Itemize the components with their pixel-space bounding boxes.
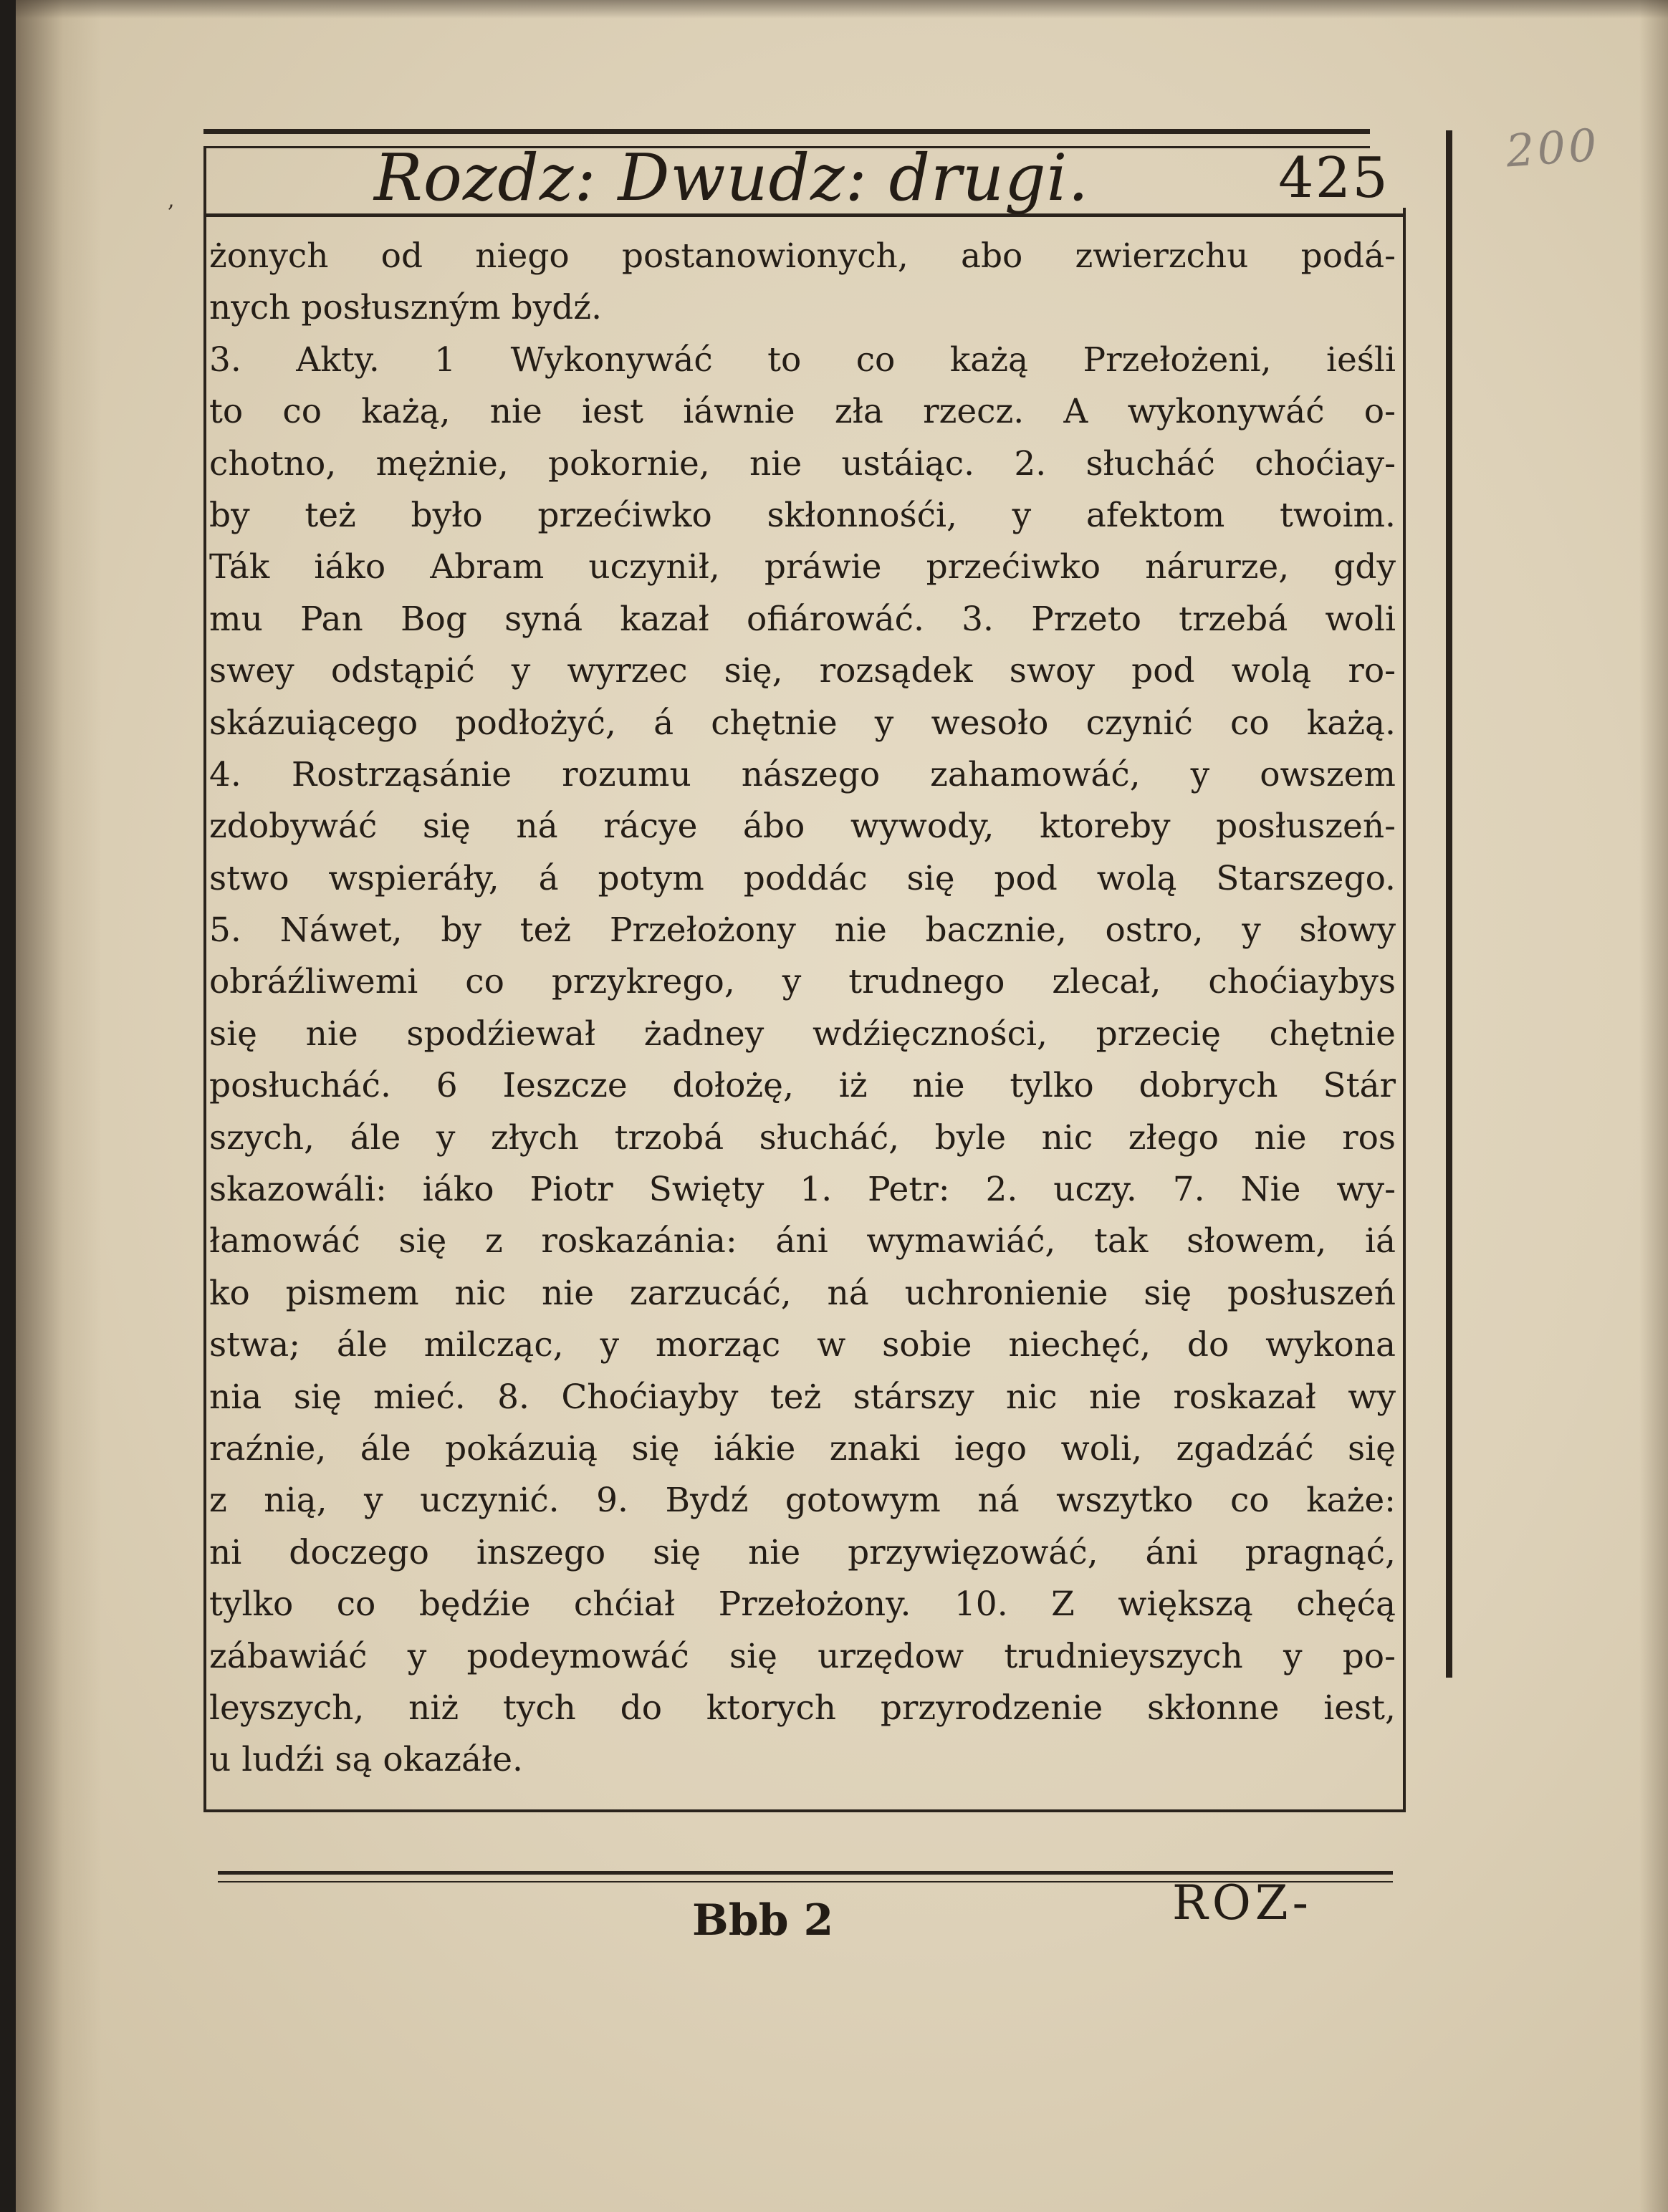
text-line: stwo wspieráły, á potym poddác się pod wolą Starszego. xyxy=(209,858,1396,898)
text-line: nych posłuszným bydź. xyxy=(209,288,603,328)
text-line: zdobywáć się ná rácye ábo wywody, ktoreby posłuszeń- xyxy=(209,807,1396,847)
text-line: się nie spodźiewał żadney wdźięczności, przecię chętnie xyxy=(209,1014,1396,1054)
text-line: nia się mieć. 8. Choćiayby też stárszy nic nie roskazał wy xyxy=(209,1377,1396,1417)
text-line: ni doczego inszego się nie przywięzowáć, áni pragnąć, xyxy=(209,1532,1396,1572)
text-line: Ták iáko Abram uczynił, práwie przećiwko nárurze, gdy xyxy=(209,547,1396,587)
page-top-shading xyxy=(16,0,1668,19)
text-line: skazowáli: iáko Piotr Swięty 1. Petr: 2. uczy. 7. Nie wy- xyxy=(209,1170,1396,1210)
signature-mark: Bbb 2 xyxy=(692,1895,834,1946)
pencil-folio-note: 200 xyxy=(1504,118,1601,178)
frame-top-rule xyxy=(203,129,1370,134)
text-line: chotno, mężnie, pokornie, nie ustáiąc. 2. słucháć choćiay- xyxy=(209,443,1396,484)
text-line: skázuiącego podłożyć, á chętnie y wesoło czynić co każą. xyxy=(209,703,1396,743)
text-line: żonych od niego postanowionych, abo zwierzchu podá- xyxy=(209,236,1396,276)
text-line: łamowáć się z roskazánia: áni wymawiáć, tak słowem, iá xyxy=(209,1221,1396,1261)
text-line: u ludźi są okazáłe. xyxy=(209,1740,523,1780)
body-text xyxy=(209,231,1406,1787)
book-page xyxy=(16,0,1668,2212)
text-line: z nią, y uczynić. 9. Bydź gotowym ná wszytko co każe: xyxy=(209,1481,1396,1521)
page-number: 425 xyxy=(1278,146,1389,211)
frame-right-outer-rule xyxy=(1446,130,1452,1678)
text-line: ko pismem nic nie zarzucáć, ná uchronienie się posłuszeń xyxy=(209,1273,1396,1313)
page-edge-shading xyxy=(1639,0,1668,2212)
gutter-shadow xyxy=(16,0,102,2212)
text-line: leyszych, niż tych do ktorych przyrodzenie skłonne iest, xyxy=(209,1688,1396,1728)
text-line: obráźliwemi co przykrego, y trudnego zlecał, choćiaybys xyxy=(209,962,1396,1002)
text-line: posłucháć. 6 Ieszcze dołożę, iż nie tylko dobrych Stár xyxy=(209,1066,1396,1106)
text-line: zábawiáć y podeymowáć się urzędow trudnieyszych y po- xyxy=(209,1636,1396,1676)
text-line: raźnie, ále pokázuią się iákie znaki iego woli, zgadzáć się xyxy=(209,1428,1396,1468)
text-line: 4. Rostrząsánie rozumu nászego zahamowáć, y owszem xyxy=(209,754,1396,794)
text-line: szych, ále y złych trzobá słucháć, byle nic złego nie ros xyxy=(209,1117,1396,1158)
text-line: 3. Akty. 1 Wykonywáć to co każą Przełożeni, ieśli xyxy=(209,340,1396,380)
catchword: ROZ- xyxy=(1172,1875,1313,1930)
frame-bottom-rule xyxy=(203,1809,1406,1812)
text-line: swey odstąpić y wyrzec się, rozsądek swoy pod wolą ro- xyxy=(209,651,1396,691)
frame-left-rule xyxy=(203,146,206,1809)
footer-rule xyxy=(218,1871,1393,1875)
running-head: Rozdz: Dwudz: drugi. xyxy=(374,140,1090,216)
text-line: by też było przećiwko skłonnośći, y afektom twoim. xyxy=(209,495,1396,535)
text-line: tylko co będźie chćiał Przełożony. 10. Z większą chęćą xyxy=(209,1585,1396,1625)
margin-mark: , xyxy=(168,188,175,213)
text-line: 5. Náwet, by też Przełożony nie bacznie, ostro, y słowy xyxy=(209,910,1396,951)
text-line: to co każą, nie iest iáwnie zła rzecz. A wykonywáć o- xyxy=(209,392,1396,432)
text-line: stwa; ále milcząc, y morząc w sobie niechęć, do wykona xyxy=(209,1325,1396,1365)
text-line: mu Pan Bog syná kazał ofiárowáć. 3. Przeto trzebá woli xyxy=(209,599,1396,639)
